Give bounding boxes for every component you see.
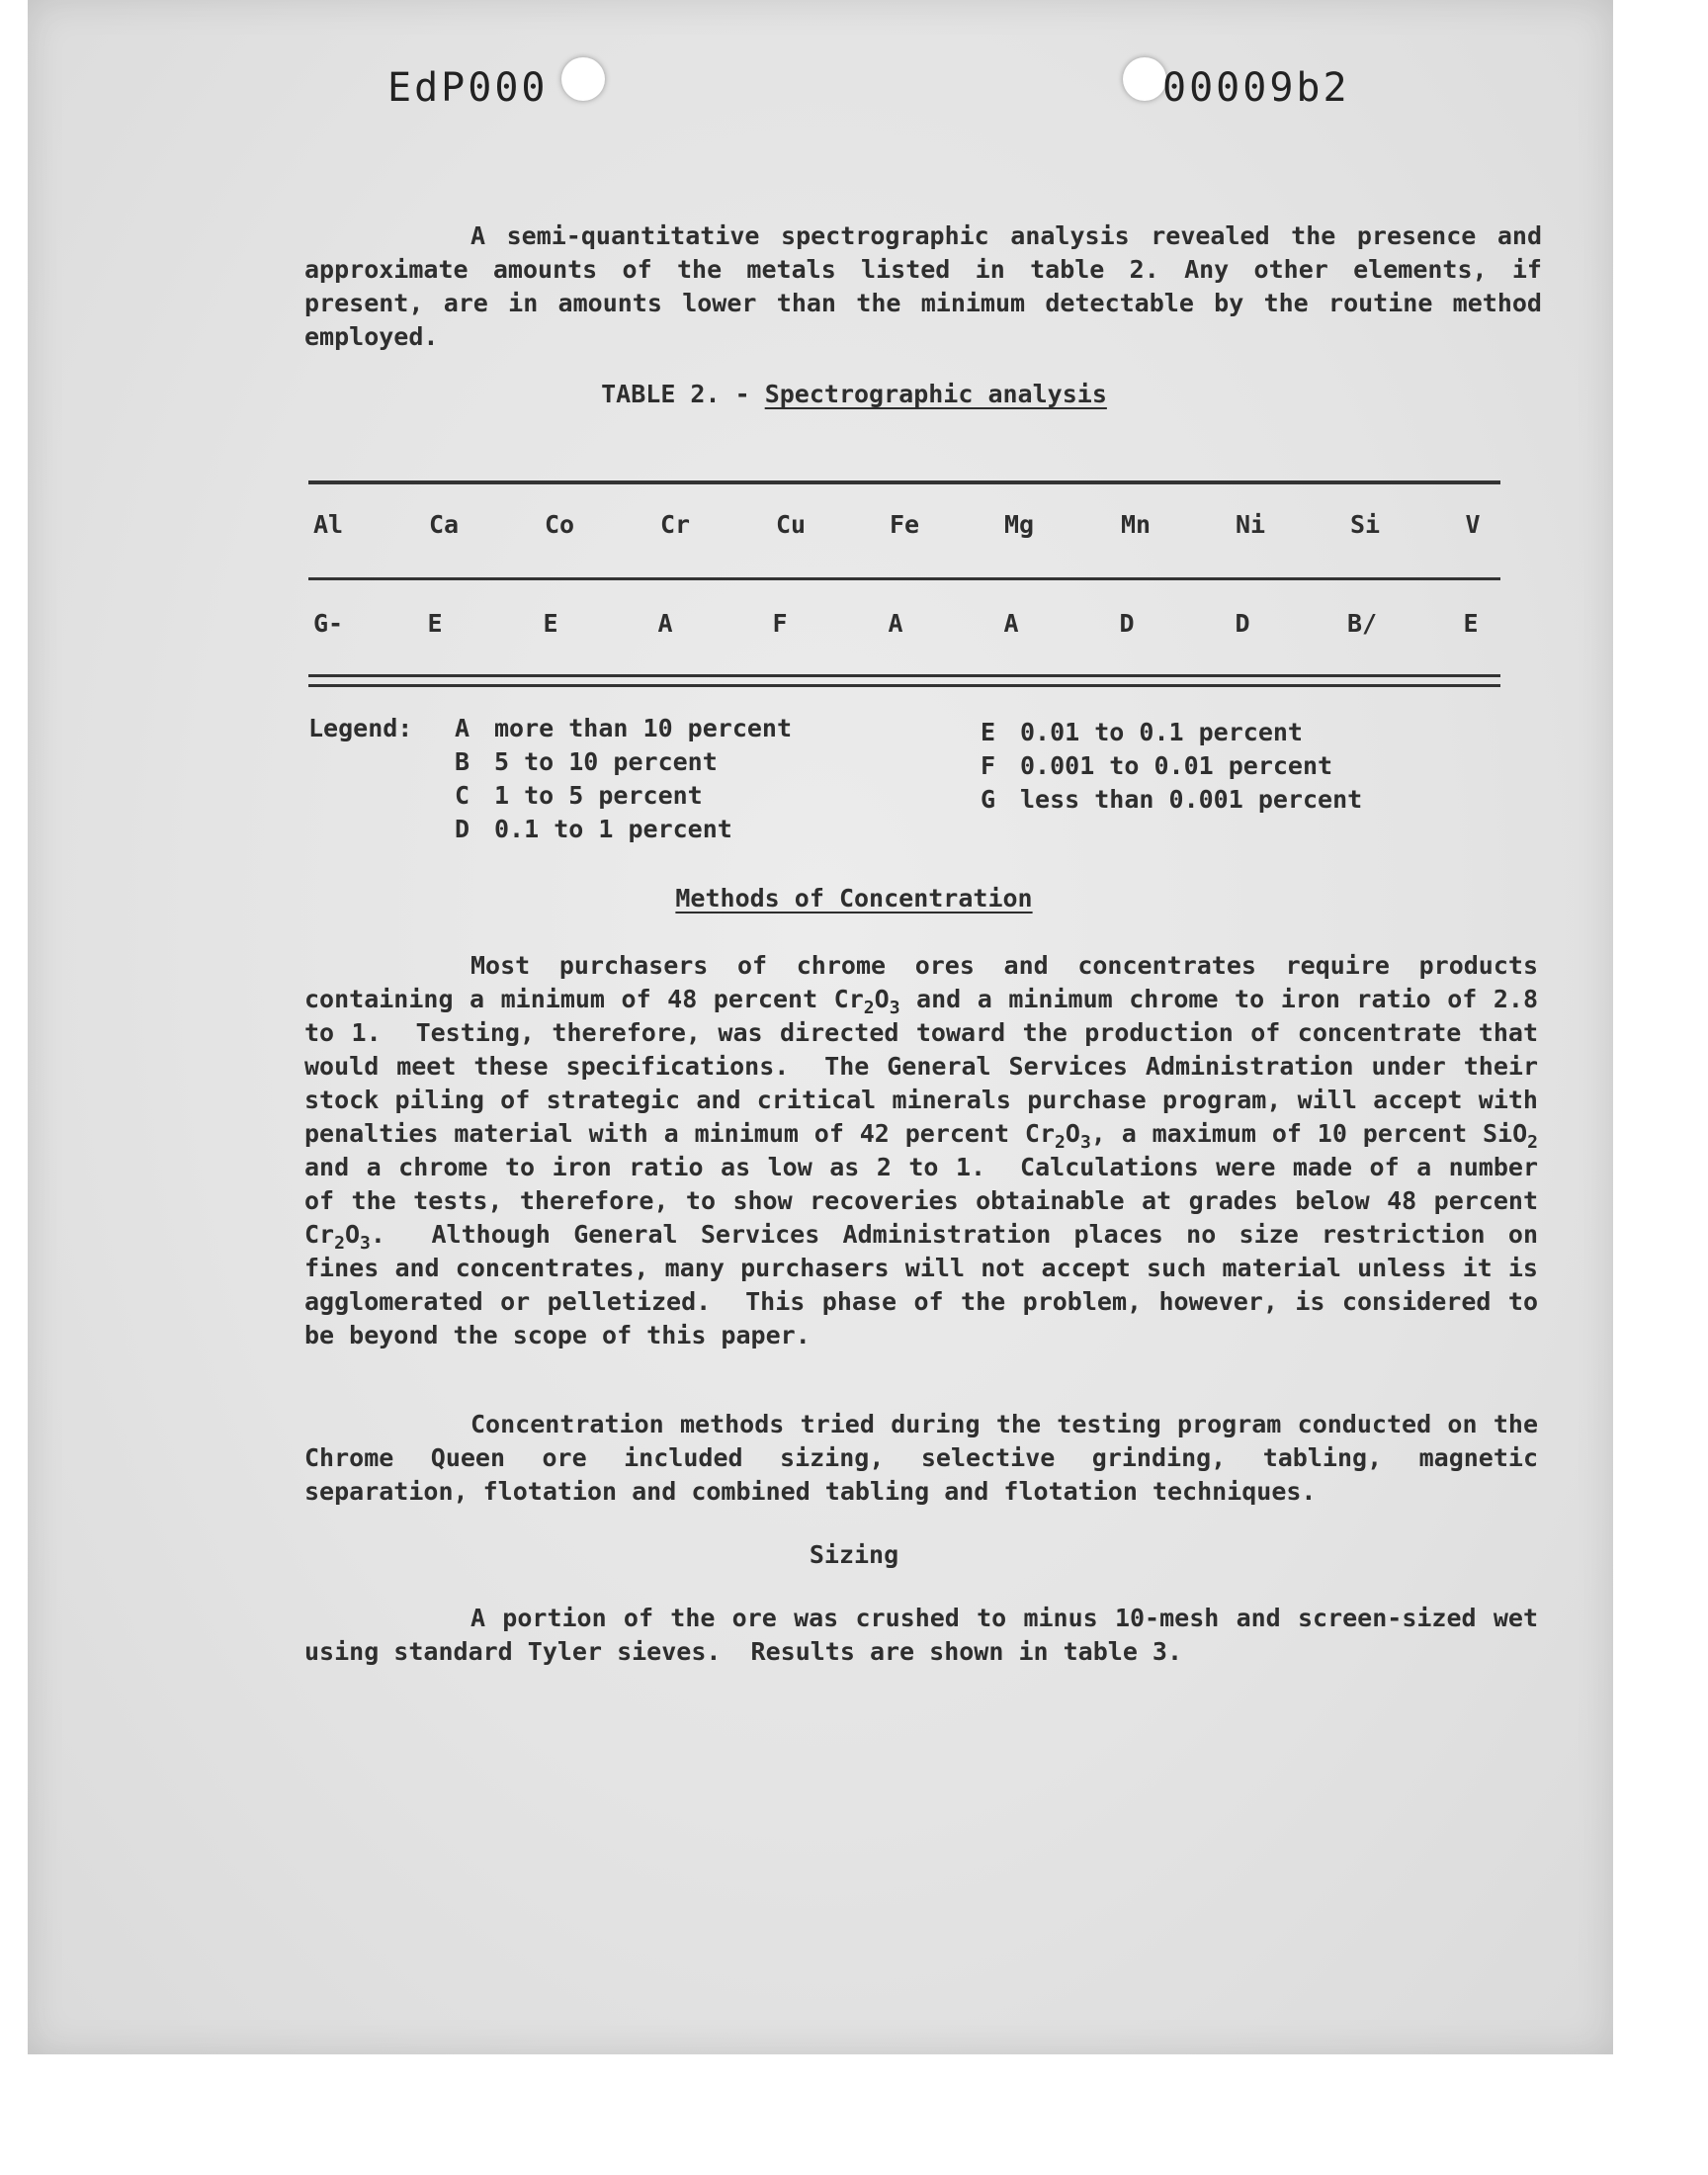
text-run: O [1065,1119,1080,1148]
subscript: 2 [334,1233,345,1254]
subscript: 2 [863,998,875,1018]
table-value: A [1003,609,1019,638]
table-value: E [1463,609,1479,638]
subscript: 2 [1527,1132,1538,1153]
column-header: Ca [428,510,460,539]
text-run: O [874,985,890,1013]
legend-key: B [455,747,470,776]
table-top-rule [308,480,1500,484]
subscript: 3 [1079,1132,1091,1153]
text-run: Most purchasers of chrome ores and concentrates require products containing a minimum of 48 percent Cr [304,951,1554,1013]
table-value: F [772,609,788,638]
subscript: 3 [360,1233,371,1254]
column-header: V [1465,510,1481,539]
column-header: Al [312,510,344,539]
legend-text: more than 10 percent [494,714,793,742]
table-2-label: TABLE 2. - [601,380,765,408]
legend-item [455,781,703,810]
table-value: E [543,609,558,638]
table-value: A [888,609,903,638]
legend-text: 5 to 10 percent [494,747,718,776]
text-run: O [344,1220,361,1249]
column-header: Mg [1003,510,1035,539]
legend-item [455,714,792,742]
table-2-title: Spectrographic analysis [764,380,1107,408]
table-value: G- [312,609,344,638]
text-run: . Although General Services Administration places no size restriction on fines and concentrates, many purchasers will not accept such material unless it is agglomerated or pelletized. This phase of the problem, however, is considered to be beyond the scope of this paper. [304,1220,1554,1349]
column-header: Mn [1120,510,1152,539]
table-value: E [427,609,443,638]
legend-text: 0.01 to 0.1 percent [1020,718,1303,746]
subscript: 3 [889,998,900,1018]
column-header: Si [1349,510,1381,539]
column-header: Cu [775,510,807,539]
legend-text: 1 to 5 percent [494,781,703,810]
legend-item [455,747,718,776]
legend-text: 0.1 to 1 percent [494,815,732,843]
legend-key: F [981,751,996,780]
legend-item [455,815,732,843]
methods-heading [0,884,1708,913]
legend-key: C [455,781,470,810]
legend-item [981,718,1303,746]
table-value: A [657,609,673,638]
table-bottom-rule-1 [308,674,1500,677]
legend-key: D [455,815,470,843]
methods-heading-text: Methods of Concentration [675,884,1033,913]
legend-key: E [981,718,996,746]
subscript: 2 [1055,1132,1066,1153]
column-header: Co [544,510,575,539]
legend-item [981,785,1362,814]
legend-key: G [981,785,996,814]
legend-title: Legend: [308,714,413,742]
legend-key: A [455,714,470,742]
table-header-rule [308,577,1500,580]
column-header: Ni [1235,510,1266,539]
legend-text: 0.001 to 0.01 percent [1020,751,1333,780]
column-header: Cr [659,510,691,539]
sizing-paragraph: A portion of the ore was crushed to minus 10-mesh and screen-sized wet using standard Tyler sieves. Results are shown in table 3. [304,1604,1554,1666]
text-run: , a maximum of 10 percent SiO [1090,1119,1528,1148]
table-bottom-rule-2 [308,684,1500,687]
left-stamp-number: EdP000 [387,65,549,111]
sizing-heading: Sizing [809,1540,899,1569]
intro-paragraph: A semi-quantitative spectrographic analysis revealed the presence and approximate amounts of the metals listed in table 2. Any other elements, if present, are in amounts lower than the minimum detectable by the routine method employed. [304,221,1558,351]
table-value: D [1119,609,1135,638]
table-2-caption [0,380,1708,408]
methods-paragraph-2: Concentration methods tried during the testing program conducted on the Chrome Queen ore included sizing, selective grinding, tabling, magnetic separation, flotation and combined tabling and flotation techniques. [304,1410,1554,1506]
table-value: B/ [1346,609,1378,638]
text-run: and a chrome to iron ratio as low as 2 to 1. Calculations were made of a number of the tests, therefore, to show recoveries obtainable at grades below 48 percent Cr [304,1119,1554,1249]
legend-text: less than 0.001 percent [1020,785,1363,814]
text-run: and a minimum chrome to iron ratio of 2.8 to 1. Testing, therefore, was directed toward the production of concentrate that would meet these specifications. The General Services Administration under their stock piling of strategic and critical minerals purchase program, will accept with penalties material with a minimum of 42 percent Cr [304,985,1554,1148]
table-value: D [1235,609,1250,638]
column-header: Fe [889,510,920,539]
legend-item [981,751,1332,780]
right-stamp-number: 00009b2 [1162,65,1350,111]
methods-paragraph-1 [304,949,1554,1352]
